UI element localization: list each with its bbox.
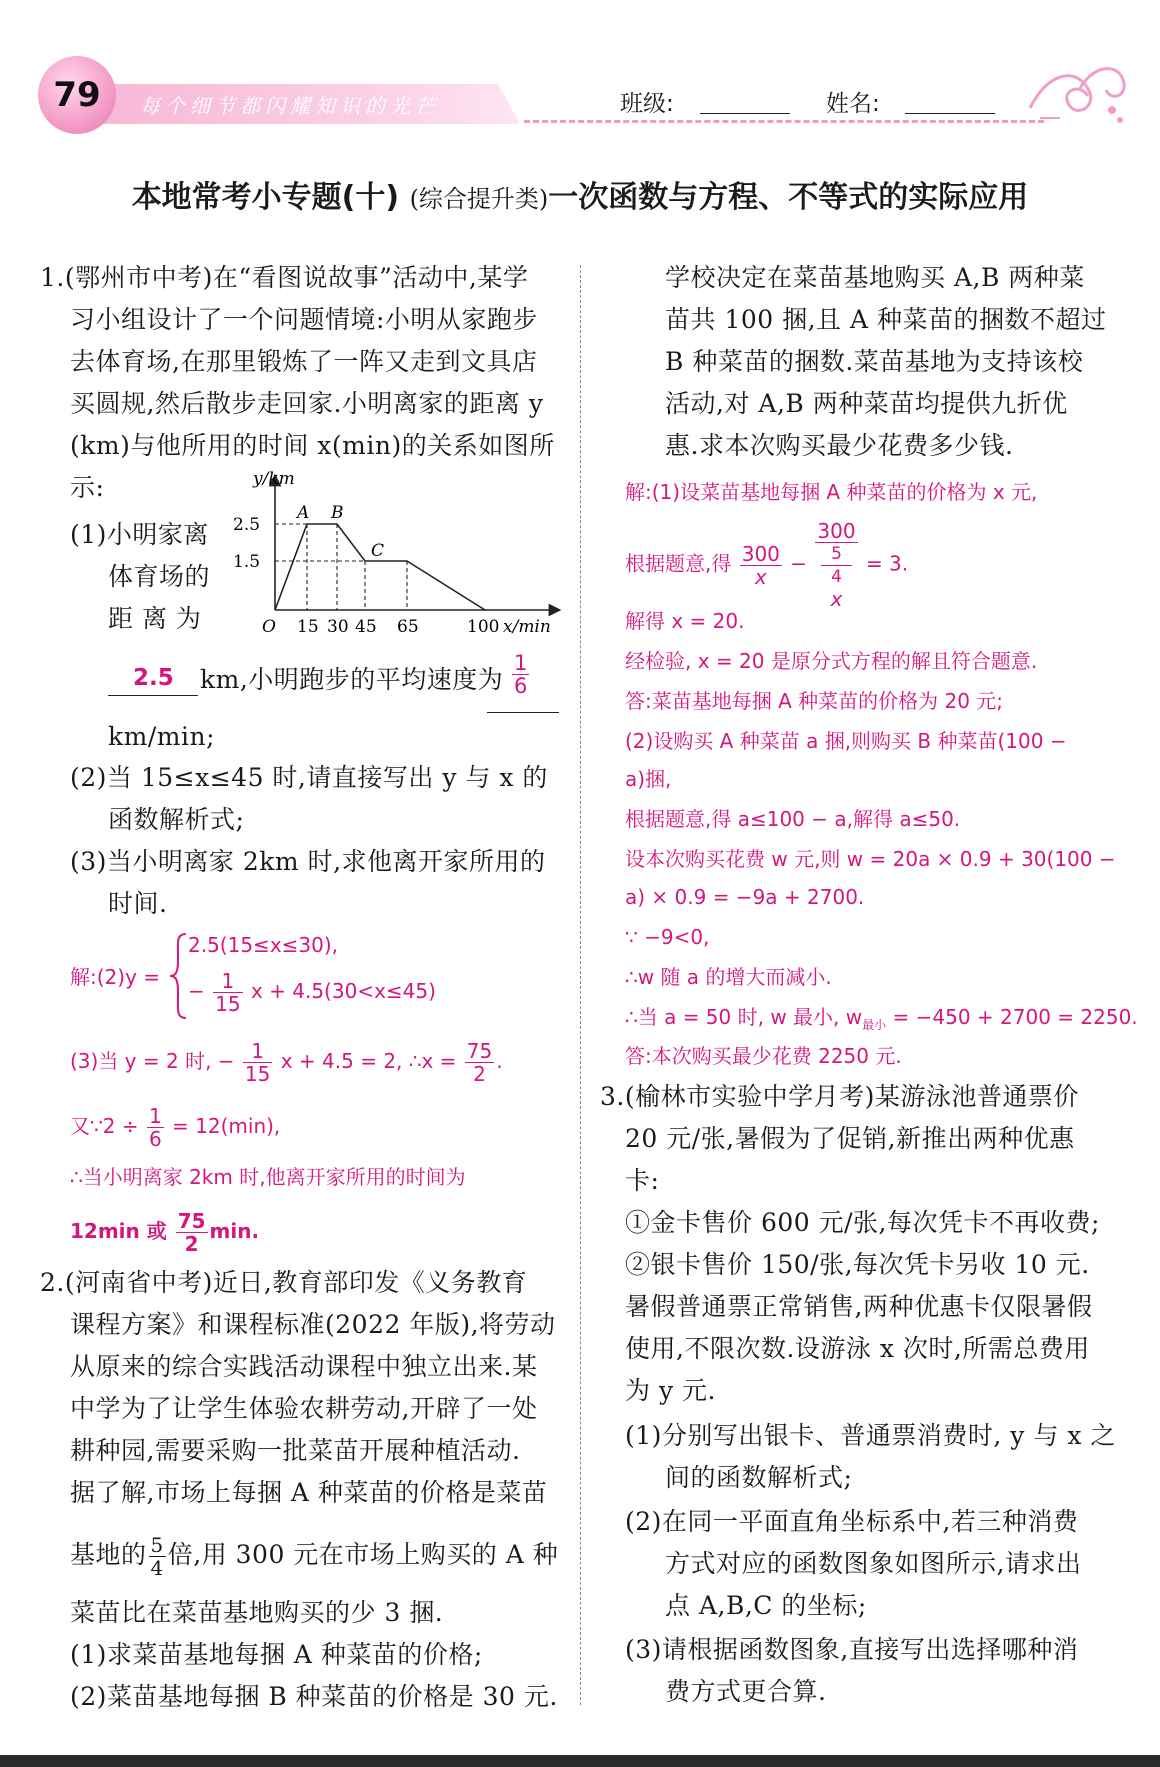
title-sub: (综合提升类) [409,185,549,213]
q2-l2-pre: 根据题意,得 [625,551,732,576]
y-axis-label: y/km [253,470,295,489]
y-tick-1-5: 1.5 [233,552,261,572]
x-tick-100: 100 [467,617,500,637]
s6-num: 75 [177,1209,206,1233]
q1-sol-case1: 2.5(15≤x≤30), [188,933,339,957]
q2-l2-n2: 300 [817,519,856,543]
q1-line-4: 买圆规,然后散步走回家.小明离家的距离 y [70,389,544,418]
case2-den: 15 [215,992,241,1016]
q2-l13-pre: ∴当 a = 50 时, w 最小, w [625,1005,863,1029]
point-label-b: B [331,503,344,523]
q2-line-3: 从原来的综合实践活动课程中独立出来.某 [70,1352,538,1381]
s3-rnum: 75 [466,1039,493,1063]
q3-line-14: (3)请根据函数图象,直接写出选择哪种消 [625,1635,1079,1664]
q3-line-6: 暑假普通票正常销售,两种优惠卡仅限暑假 [625,1292,1093,1321]
q1-sol-step6 [70,1210,259,1255]
answer-speed [510,652,531,697]
s3-end: . [496,1049,503,1073]
q2-l2-d2-num: 5 [821,543,851,566]
case2-num: 1 [213,970,242,993]
q2-cont-line-4: 活动,对 A,B 两种菜苗均提供九折优 [665,389,1068,418]
q2-line7-post: 倍,用 300 元在市场上购买的 A 种 [167,1540,559,1569]
q1-part1-line-3: 距 离 为 [108,604,202,633]
answer-speed-blank [487,712,559,713]
q1-line-5: (km)与他所用的时间 x(min)的关系如图所 [70,431,555,460]
answer-speed-num: 1 [514,651,528,675]
origin-label: O [262,617,276,637]
s4-pre: 又∵2 ÷ [70,1114,139,1138]
q2-cont-line-1: 学校决定在菜苗基地购买 A,B 两种菜 [665,263,1085,292]
q1-distance-time-graph [225,470,565,645]
q1-part1-mid: km,小明跑步的平均速度为 [200,665,504,694]
header-dashed-rule [524,120,1044,123]
q1-part2-line-2: 函数解析式; [108,805,245,834]
q2-l2-n1: 300 [741,541,780,566]
answer-distance: 2.5 [133,665,174,691]
case2-minus: − [188,979,205,1003]
q1-part3-line-2: 时间. [108,889,168,918]
q1-sol-step4 [70,1105,280,1150]
s6-post: min. [209,1219,260,1243]
q2-sol-line-8: 根据题意,得 a≤100 − a,解得 a≤50. [625,807,961,831]
s4-den: 6 [148,1127,162,1151]
q2-line-1: 2.(河南省中考)近日,教育部印发《义务教育 [40,1268,528,1297]
name-label: 姓名: [826,91,880,117]
q3-line-1: 3.(榆林市实验中学月考)某游泳池普通票价 [600,1082,1079,1111]
q2-sol-line-2 [625,520,908,610]
q1-sol-step3 [70,1040,503,1085]
x-tick-45: 45 [355,617,377,637]
q2-l13-post: = −450 + 2700 = 2250. [892,1005,1138,1029]
s4-post: = 12(min), [172,1114,281,1138]
q2-sol-line-1: 解:(1)设菜苗基地每捆 A 种菜苗的价格为 x 元, [625,480,1038,504]
s3-num: 1 [243,1040,272,1063]
q2-sol-line-6: (2)设购买 A 种菜苗 a 捆,则购买 B 种菜苗(100 − [625,729,1067,753]
s3-den: 15 [244,1062,271,1086]
q1-part1-line-2: 体育场的 [108,562,211,591]
page-number-badge [38,56,116,134]
s6-pre: 12min 或 [70,1219,167,1243]
q2-line7-den: 4 [150,1556,164,1580]
q2-line7-pre: 基地的 [70,1540,147,1569]
q1-part3-line-1: (3)当小明离家 2km 时,求他离开家所用的 [70,847,546,876]
header-motto: 每个细节都闪耀知识的光芒 [140,94,440,118]
q2-sol-line-10: a) × 0.9 = −9a + 2700. [625,885,865,909]
s6-den: 2 [184,1232,199,1256]
class-field[interactable] [700,113,790,114]
q3-line-9: (1)分别写出银卡、普通票消费时, y 与 x 之 [625,1421,1116,1450]
q2-cont-line-5: 惠.求本次购买最少花费多少钱. [665,431,1014,460]
q3-line-12: 方式对应的函数图象如图所示,请求出 [665,1549,1082,1578]
q2-l2-d2-den: 4 [831,567,842,587]
s3-rden: 2 [473,1062,486,1086]
answer-distance-blank [108,695,198,696]
page-title [0,172,1160,216]
q2-line-2: 课程方案》和课程标准(2022 年版),将劳动 [70,1310,556,1339]
q2-l2-post: = 3. [865,551,909,576]
class-label: 班级: [620,91,674,117]
x-axis-label: x/min [503,617,551,637]
point-label-c: C [371,541,385,561]
title-main-prefix: 本地常考小专题(十) [131,180,400,215]
q3-line-15: 费方式更合算. [665,1677,827,1706]
q2-sol-line-3: 解得 x = 20. [625,609,745,633]
q3-line-2: 20 元/张,暑假为了促销,新推出两种优惠 [625,1124,1075,1153]
q2-line-4: 中学为了让学生体验农耕劳动,开辟了一处 [70,1394,538,1423]
q3-line-11: (2)在同一平面直角坐标系中,若三种消费 [625,1507,1079,1536]
case2-post: x + 4.5(30<x≤45) [250,979,436,1003]
q1-part2-line-1: (2)当 15≤x≤45 时,请直接写出 y 与 x 的 [70,763,548,792]
q2-line-5: 耕种园,需要采购一批菜苗开展种植活动. [70,1436,521,1465]
q3-line-8: 为 y 元. [625,1376,716,1405]
q3-line-7: 使用,不限次数.设游泳 x 次时,所需总费用 [625,1334,1090,1363]
q1-line-1: 1.(鄂州市中考)在“看图说故事”活动中,某学 [40,263,529,292]
s4-num: 1 [148,1104,162,1128]
q2-line7-num: 5 [150,1533,164,1557]
q2-sol-line-4: 经检验, x = 20 是原分式方程的解且符合题意. [625,649,1038,673]
q2-cont-line-2: 苗共 100 捆,且 A 种菜苗的捆数不超过 [665,305,1107,334]
q2-sol-line-12: ∴w 随 a 的增大而减小. [625,965,832,989]
q1-line-2: 习小组设计了一个问题情境:小明从家跑步 [70,305,538,334]
q1-sol-prefix: 解:(2)y = [70,965,161,989]
q2-line-6: 据了解,市场上每捆 A 种菜苗的价格是菜苗 [70,1478,548,1507]
q1-line-3: 去体育场,在那里锻炼了一阵又走到文具店 [70,347,538,376]
x-tick-65: 65 [397,617,419,637]
q1-sol-step5: ∴当小明离家 2km 时,他离开家所用的时间为 [70,1165,466,1189]
q2-line-8: 菜苗比在菜苗基地购买的少 3 捆. [70,1598,444,1627]
q1-sol-case2 [188,970,436,1015]
q2-l2-d2-var: x [830,587,843,611]
title-main-suffix: 一次函数与方程、不等式的实际应用 [548,180,1029,215]
q2-sol-line-13 [625,1004,1138,1038]
s3-mid: x + 4.5 = 2, ∴x = [280,1049,457,1073]
q2-sol-line-5: 答:菜苗基地每捆 A 种菜苗的价格为 20 元; [625,689,1004,713]
q3-line-5: ②银卡售价 150/张,每次凭卡另收 10 元. [625,1250,1090,1279]
page-number: 79 [53,75,101,115]
q2-sol-line-9: 设本次购买花费 w 元,则 w = 20a × 0.9 + 30(100 − [625,847,1116,871]
piecewise-brace-icon [166,930,188,1022]
q2-l2-minus: − [790,551,808,576]
q2-sol-line-11: ∵ −9<0, [625,925,710,949]
q3-line-3: 卡: [625,1166,660,1195]
column-divider [580,265,581,1705]
q1-part1-line-1: (1)小明家离 [70,520,209,549]
q1-line-6: 示: [70,473,105,502]
point-label-a: A [297,503,310,523]
answer-speed-den: 6 [514,674,528,698]
flourish-decoration-icon [1020,48,1130,128]
q1-part1-unit: km/min; [108,722,216,751]
footer-bar [0,1755,1160,1767]
q3-line-13: 点 A,B,C 的坐标; [665,1591,867,1620]
q2-line-7 [70,1530,558,1580]
s3-pre: (3)当 y = 2 时, − [70,1049,235,1073]
q3-line-10: 间的函数解析式; [665,1463,853,1492]
y-tick-2-5: 2.5 [233,515,261,535]
q3-line-4: ①金卡售价 600 元/张,每次凭卡不再收费; [625,1208,1100,1237]
q2-line-9: (1)求菜苗基地每捆 A 种菜苗的价格; [70,1640,483,1669]
x-tick-15: 15 [297,617,319,637]
q2-sol-line-7: a)捆, [625,767,672,791]
q2-l13-sub: 最小 [862,1018,887,1032]
name-field[interactable] [905,113,995,114]
q2-cont-line-3: B 种菜苗的捆数.菜苗基地为支持该校 [665,347,1084,376]
q2-sol-line-14: 答:本次购买最少花费 2250 元. [625,1044,902,1068]
x-tick-30: 30 [327,617,349,637]
q2-l2-d1: x [754,564,767,589]
q2-line-10: (2)菜苗基地每捆 B 种菜苗的价格是 30 元. [70,1682,558,1711]
